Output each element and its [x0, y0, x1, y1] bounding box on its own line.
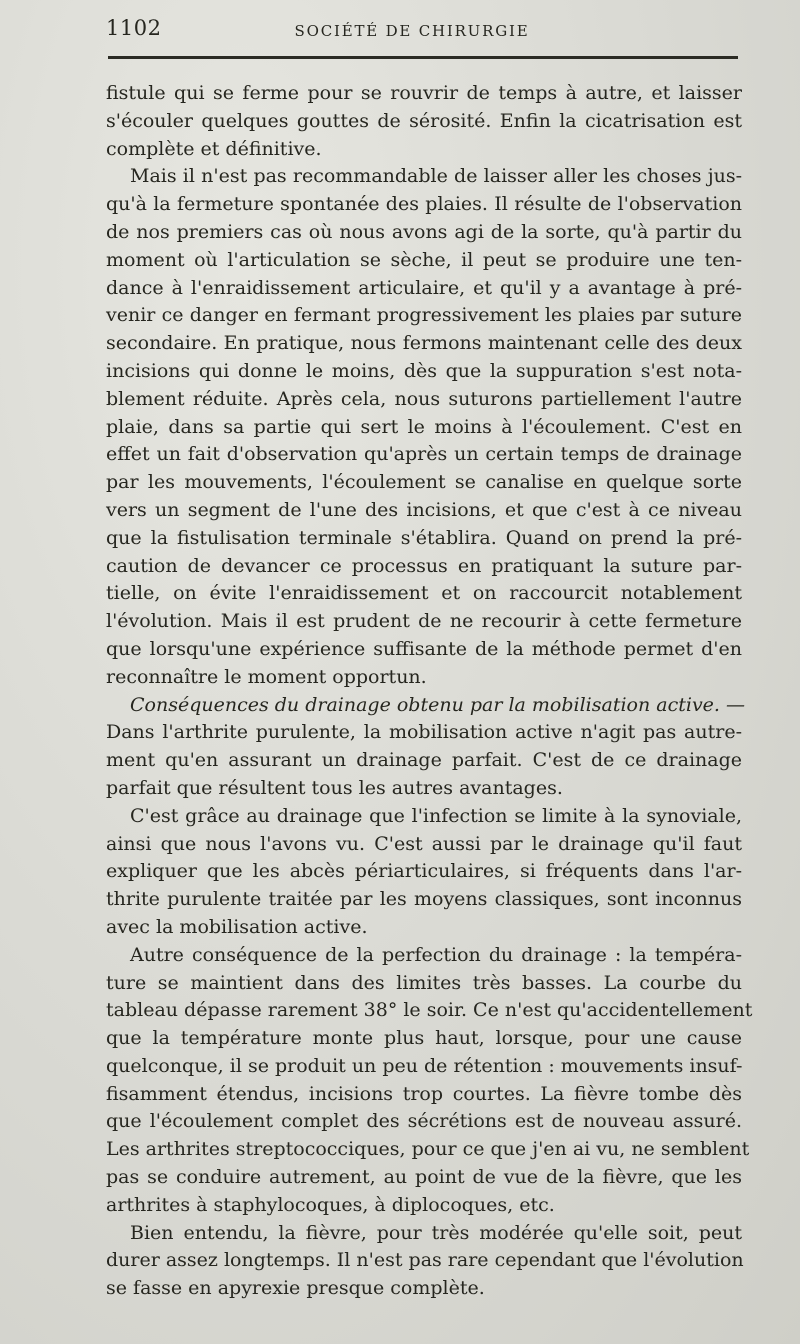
- text-line: Autre conséquence de la perfection du drainage : la tempéra-: [130, 943, 742, 966]
- text-line: [106, 692, 746, 720]
- text-line: blement réduite. Après cela, nous suturons partiellement l'autre: [106, 387, 742, 410]
- text-line: Dans l'arthrite purulente, la mobilisation active n'agit pas autre-: [106, 721, 742, 744]
- text-line: pas se conduire autrement, au point de vue de la fièvre, que les: [106, 1166, 742, 1189]
- text-line: Les arthrites streptococciques, pour ce que j'en ai vu, ne semblent: [106, 1138, 750, 1161]
- text-line: quelconque, il se produit un peu de rétention : mouvements insuf-: [106, 1054, 743, 1077]
- text-line: tielle, on évite l'enraidissement et on raccourcit notablement: [106, 582, 742, 605]
- text-line: qu'à la fermeture spontanée des plaies. Il résulte de l'observation: [106, 193, 742, 216]
- text-line: caution de devancer ce processus en pratiquant la suture par-: [106, 554, 742, 577]
- text-line: de nos premiers cas où nous avons agi de la sorte, qu'à partir du: [106, 220, 742, 243]
- text-line: arthrites à staphylocoques, à diplocoques, etc.: [106, 1193, 555, 1216]
- text-line: venir ce danger en fermant progressivement les plaies par suture: [106, 304, 742, 327]
- header-rule: [108, 56, 738, 59]
- text-line: moment où l'articulation se sèche, il peut se produire une ten-: [106, 248, 742, 271]
- text-line: se fasse en apyrexie presque complète.: [106, 1277, 485, 1300]
- text-line: complète et définitive.: [106, 137, 322, 160]
- text-line: l'évolution. Mais il est prudent de ne recourir à cette fermeture: [106, 610, 742, 633]
- paragraph-6: [106, 1220, 742, 1303]
- paragraph-3: [106, 692, 746, 803]
- paragraph-5: [106, 942, 753, 1220]
- page-number: 1102: [106, 16, 162, 40]
- text-line: ture se maintient dans des limites très basses. La courbe du: [106, 971, 742, 994]
- text-line: Bien entendu, la fièvre, pour très modérée qu'elle soit, peut: [130, 1221, 742, 1244]
- text-line: parfait que résultent tous les autres avantages.: [106, 776, 563, 799]
- text-line: que la température monte plus haut, lorsque, pour une cause: [106, 1027, 742, 1050]
- text-line: s'écouler quelques gouttes de sérosité. Enfin la cicatrisation est: [106, 109, 742, 132]
- text-line: effet un fait d'observation qu'après un certain temps de drainage: [106, 443, 742, 466]
- text-line: Mais il n'est pas recommandable de laisser aller les choses jus-: [130, 165, 742, 188]
- text-line: C'est grâce au drainage que l'infection se limite à la synoviale,: [130, 804, 742, 827]
- text-line: que la fistulisation terminale s'établira. Quand on prend la pré-: [106, 526, 742, 549]
- text-line: tableau dépasse rarement 38° le soir. Ce n'est qu'accidentellement: [106, 999, 753, 1022]
- text-line: reconnaître le moment opportun.: [106, 665, 427, 688]
- text-line: que lorsqu'une expérience suffisante de la méthode permet d'en: [106, 637, 742, 660]
- paragraph-1: [106, 80, 742, 163]
- text-line: expliquer que les abcès périarticulaires, si fréquents dans l'ar-: [106, 860, 742, 883]
- text-line: avec la mobilisation active.: [106, 915, 368, 938]
- text-line: durer assez longtemps. Il n'est pas rare cependant que l'évolution: [106, 1249, 744, 1272]
- paragraph-4: [106, 803, 742, 942]
- section-heading: Conséquences du drainage obtenu par la mobilisation active. —: [130, 693, 746, 716]
- text-line: secondaire. En pratique, nous fermons maintenant celle des deux: [106, 332, 742, 355]
- text-line: fisamment étendus, incisions trop courtes. La fièvre tombe dès: [106, 1082, 742, 1105]
- text-line: vers un segment de l'une des incisions, et que c'est à ce niveau: [106, 498, 742, 521]
- text-line: fistule qui se ferme pour se rouvrir de temps à autre, et laisser: [106, 82, 742, 104]
- running-head: SOCIÉTÉ DE CHIRURGIE: [294, 22, 530, 40]
- text-line: ment qu'en assurant un drainage parfait. C'est de ce drainage: [106, 749, 742, 772]
- text-line: que l'écoulement complet des sécrétions est de nouveau assuré.: [106, 1110, 742, 1133]
- text-line: incisions qui donne le moins, dès que la suppuration s'est nota-: [106, 359, 742, 382]
- text-line: par les mouvements, l'écoulement se canalise en quelque sorte: [106, 471, 742, 494]
- text-line: plaie, dans sa partie qui sert le moins à l'écoulement. C'est en: [106, 415, 742, 438]
- text-line: ainsi que nous l'avons vu. C'est aussi par le drainage qu'il faut: [106, 832, 742, 855]
- text-line: thrite purulente traitée par les moyens classiques, sont inconnus: [106, 888, 742, 911]
- text-line: dance à l'enraidissement articulaire, et qu'il y a avantage à pré-: [106, 276, 742, 299]
- body-text: [106, 80, 753, 1303]
- paragraph-2: [106, 163, 742, 691]
